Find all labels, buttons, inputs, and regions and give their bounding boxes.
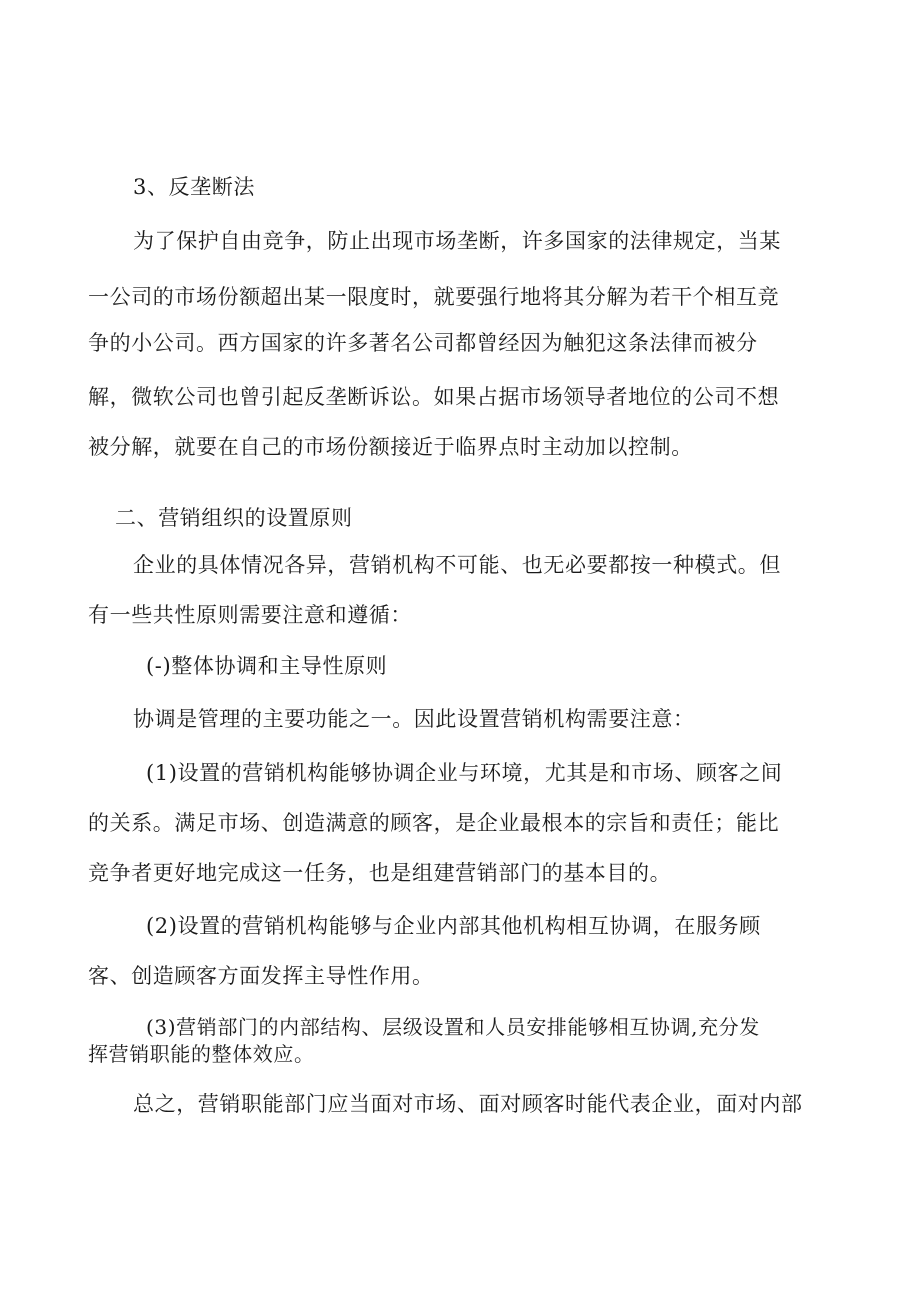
paragraph-line: 争的小公司。西方国家的许多著名公司都曾经因为触犯这条法律而被分: [88, 331, 758, 355]
paragraph-line: 企业的具体情况各异，营销机构不可能、也无必要都按一种模式。但: [133, 553, 781, 577]
paragraph-line: 一公司的市场份额超出某一限度时，就要强行地将其分解为若干个相互竞: [88, 285, 780, 309]
paragraph-line: 被分解，就要在自己的市场份额接近于临界点时主动加以控制。: [88, 435, 693, 459]
section-heading-antitrust: 3、反垄断法: [133, 175, 255, 199]
paragraph-line: 解，微软公司也曾引起反垄断诉讼。如果占据市场领导者地位的公司不想: [88, 385, 780, 409]
list-item-line: 的关系。满足市场、创造满意的顾客，是企业最根本的宗旨和责任；能比: [88, 811, 780, 835]
list-item-line: 客、创造顾客方面发挥主导性作用。: [88, 964, 434, 988]
paragraph-line: 为了保护自由竞争，防止出现市场垄断，许多国家的法律规定，当某: [133, 229, 781, 253]
list-item-line: (2)设置的营销机构能够与企业内部其他机构相互协调，在服务顾: [146, 914, 761, 938]
paragraph-line: 有一些共性原则需要注意和遵循：: [88, 603, 412, 627]
paragraph-line: 协调是管理的主要功能之一。因此设置营销机构需要注意：: [133, 707, 695, 731]
list-item-line: (3)营销部门的内部结构、层级设置和人员安排能够相互协调,充分发: [146, 1015, 760, 1039]
list-item-line: (1)设置的营销机构能够协调企业与环境，尤其是和市场、顾客之间: [146, 761, 783, 785]
list-item-line: 挥营销职能的整体效应。: [88, 1042, 315, 1066]
subheading: (-)整体协调和主导性原则: [146, 654, 388, 678]
paragraph-line: 总之，营销职能部门应当面对市场、面对顾客时能代表企业，面对内部: [133, 1092, 803, 1116]
list-item-line: 竞争者更好地完成这一任务，也是组建营销部门的基本目的。: [88, 861, 672, 885]
section-heading-principles: 二、营销组织的设置原则: [115, 506, 353, 530]
